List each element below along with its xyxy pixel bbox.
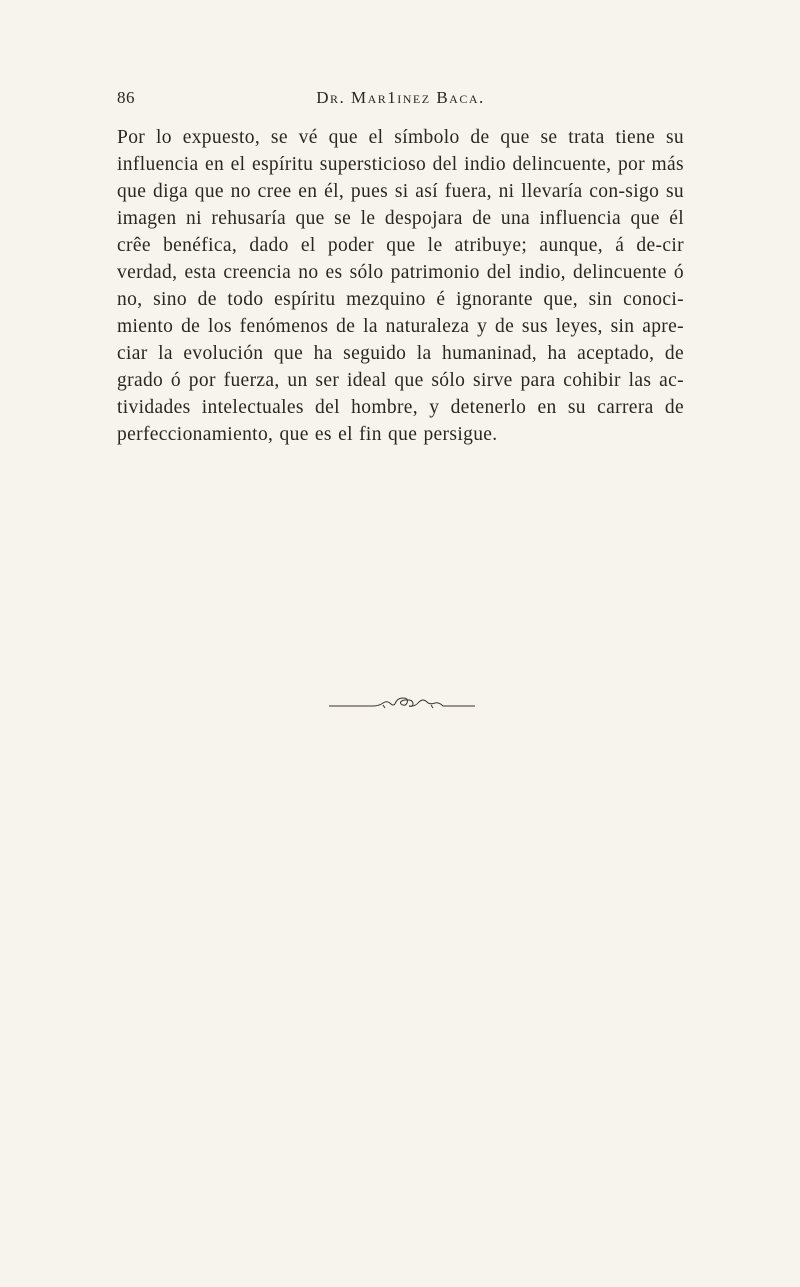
- body-paragraph: Por lo expuesto, se vé que el símbolo de que se trata tiene su influencia en el espíritu supersticioso del indio delincuente, por más que diga que no cree en él, pues si así fuera, ni llevaría con-sigo su imagen ni rehusaría que se le despojara de una influencia que él crêe benéfica, dado el poder que le atribuye; aunque, á de-cir verdad, esta creencia no es sólo patrimonio del indio, delincuente ó no, sino de todo espíritu mezquino é ignorante que, sin conoci-miento de los fenómenos de la naturaleza y de sus leyes, sin apre-ciar la evolución que ha seguido la humaninad, ha aceptado, de grado ó por fuerza, un ser ideal que sólo sirve para cohibir las ac-tividades intelectuales del hombre, y detenerlo en su carrera de perfeccionamiento, que es el fin que persigue.: [117, 127, 684, 445]
- running-head: [117, 88, 684, 112]
- running-title: Dr. Mar1inez Baca.: [316, 88, 485, 107]
- page-number: 86: [117, 88, 135, 107]
- end-ornament: [327, 694, 477, 710]
